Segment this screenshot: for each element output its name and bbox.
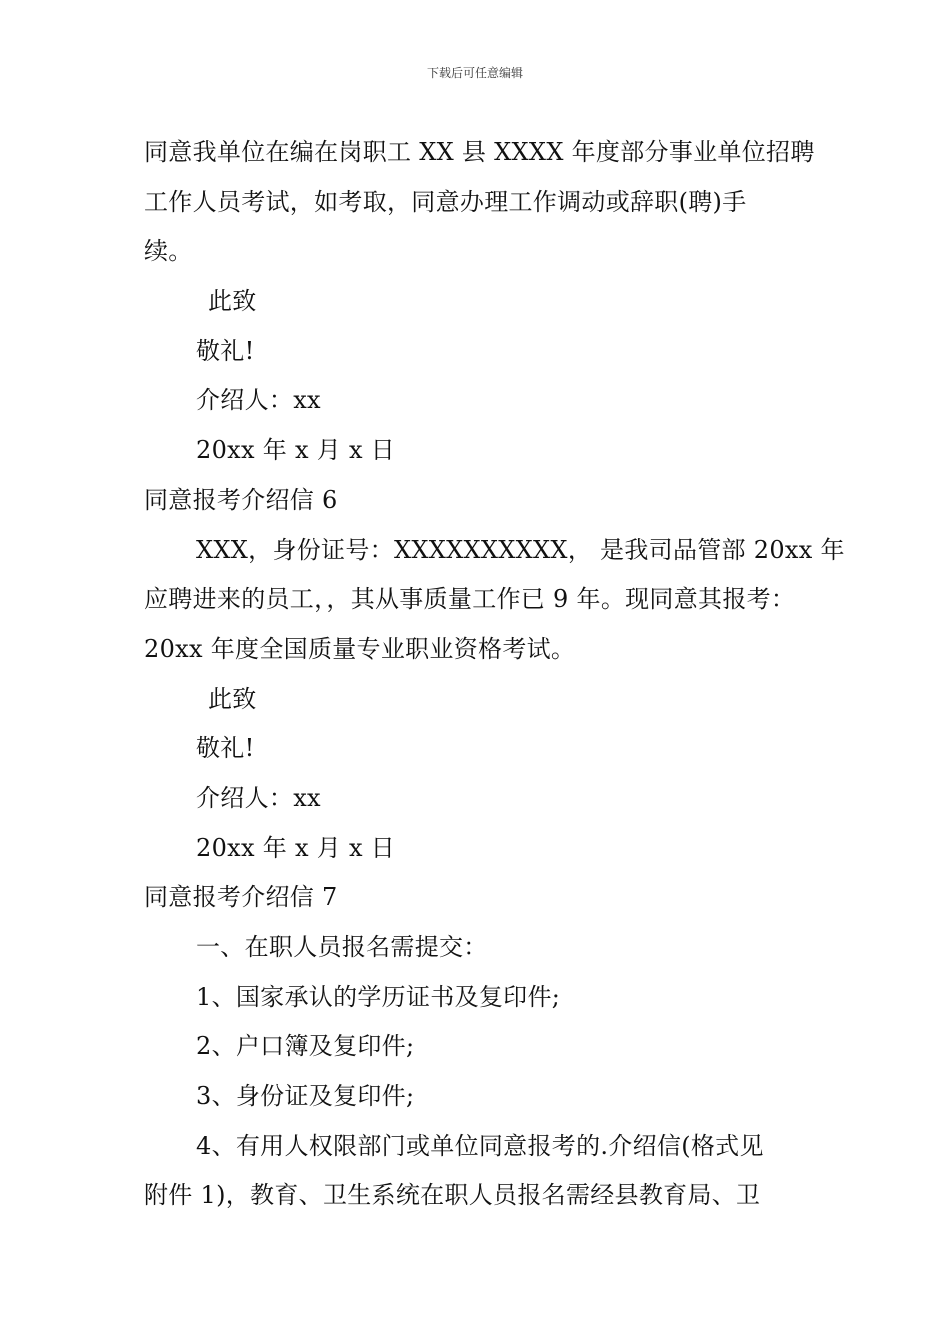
page-header-note: 下载后可任意编辑 (426, 66, 523, 80)
section-heading: 同意报考介绍信 7 (144, 883, 338, 912)
list-item: 1、国家承认的学历证书及复印件; (196, 982, 561, 1011)
list-item: 2、户口簿及复印件; (196, 1032, 415, 1061)
introducer-line: 介绍人：xx (196, 386, 321, 415)
closing-line: 敬礼! (196, 734, 255, 763)
body-line: 20xx 年度全国质量专业职业资格考试。 (144, 634, 576, 663)
body-line: 工作人员考试，如考取，同意办理工作调动或辞职(聘)手 (144, 187, 747, 216)
list-item: 4、有用人权限部门或单位同意报考的.介绍信(格式见 (196, 1131, 764, 1160)
date-line: 20xx 年 x 月 x 日 (196, 833, 396, 862)
body-line: 同意我单位在编在岗职工 XX 县 XXXX 年度部分事业单位招聘 (144, 138, 815, 166)
date-line: 20xx 年 x 月 x 日 (196, 436, 396, 465)
list-heading: 一、在职人员报名需提交： (196, 933, 488, 961)
document-body (144, 128, 845, 1221)
body-line: 附件 1)，教育、卫生系统在职人员报名需经县教育局、卫 (144, 1181, 761, 1210)
closing-line: 敬礼! (196, 336, 255, 365)
salutation-line: 此致 (208, 684, 257, 713)
section-heading: 同意报考介绍信 6 (144, 485, 338, 514)
body-line: 续。 (144, 237, 193, 266)
body-line: 应聘进来的员工，，其从事质量工作已 9 年。现同意其报考： (144, 585, 796, 614)
introducer-line: 介绍人：xx (196, 783, 321, 812)
salutation-line: 此致 (208, 287, 257, 316)
list-item: 3、身份证及复印件; (196, 1082, 415, 1111)
body-line: XXX，身份证号：XXXXXXXXXX， 是我司品管部 20xx 年 (196, 535, 845, 564)
